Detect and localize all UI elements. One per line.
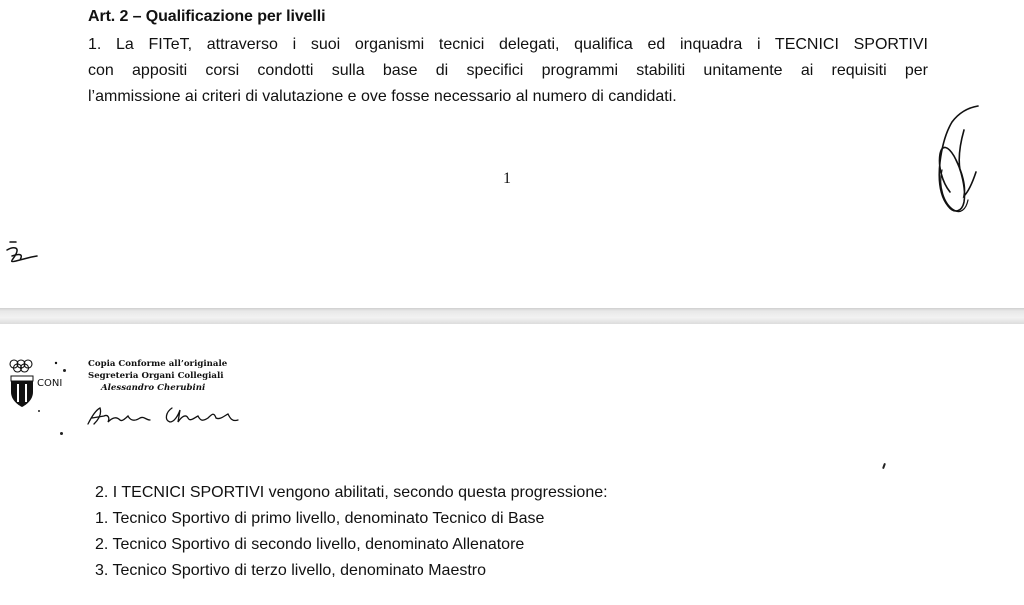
- stamp-signature-icon: [82, 404, 252, 428]
- article-heading: Art. 2 – Qualificazione per livelli: [88, 8, 326, 25]
- progression-list: [95, 480, 608, 584]
- page-number: 1: [503, 170, 511, 187]
- scan-speck: [882, 463, 886, 469]
- paragraph-line: con appositi corsi condotti sulla base di specifici programmi stabiliti unitamente ai requisiti per: [88, 62, 928, 79]
- stamp-line: Alessandro Cherubini: [101, 383, 206, 393]
- list-item: 1. Tecnico Sportivo di primo livello, denominato Tecnico di Base: [95, 510, 545, 527]
- page-separator: [0, 308, 1024, 324]
- stamp-line: Copia Conforme all’originale: [88, 359, 228, 369]
- scan-speck: [63, 369, 66, 372]
- scan-speck: [60, 432, 63, 435]
- list-item: 3. Tecnico Sportivo di terzo livello, denominato Maestro: [95, 562, 487, 579]
- list-item: 2. Tecnico Sportivo di secondo livello, denominato Allenatore: [95, 536, 525, 553]
- scan-speck: [38, 410, 40, 412]
- coni-logo-text: CONI: [37, 378, 63, 389]
- paragraph-line: l’ammissione ai criteri di valutazione e ove fosse necessario al numero di candidati.: [88, 88, 677, 105]
- document-page-bottom: [0, 324, 1024, 605]
- list-item: 2. I TECNICI SPORTIVI vengono abilitati, secondo questa progressione:: [95, 484, 608, 501]
- stamp-line: Segreteria Organi Collegiali: [88, 371, 224, 381]
- article-paragraph: [88, 32, 928, 110]
- signature-initials-icon: [920, 100, 990, 220]
- paragraph-line: 1. La FITeT, attraverso i suoi organismi tecnici delegati, qualifica ed inquadra i TECNICI SPORTIVI: [88, 36, 928, 53]
- margin-initials-icon: [2, 236, 40, 268]
- conformity-stamp: [88, 358, 227, 394]
